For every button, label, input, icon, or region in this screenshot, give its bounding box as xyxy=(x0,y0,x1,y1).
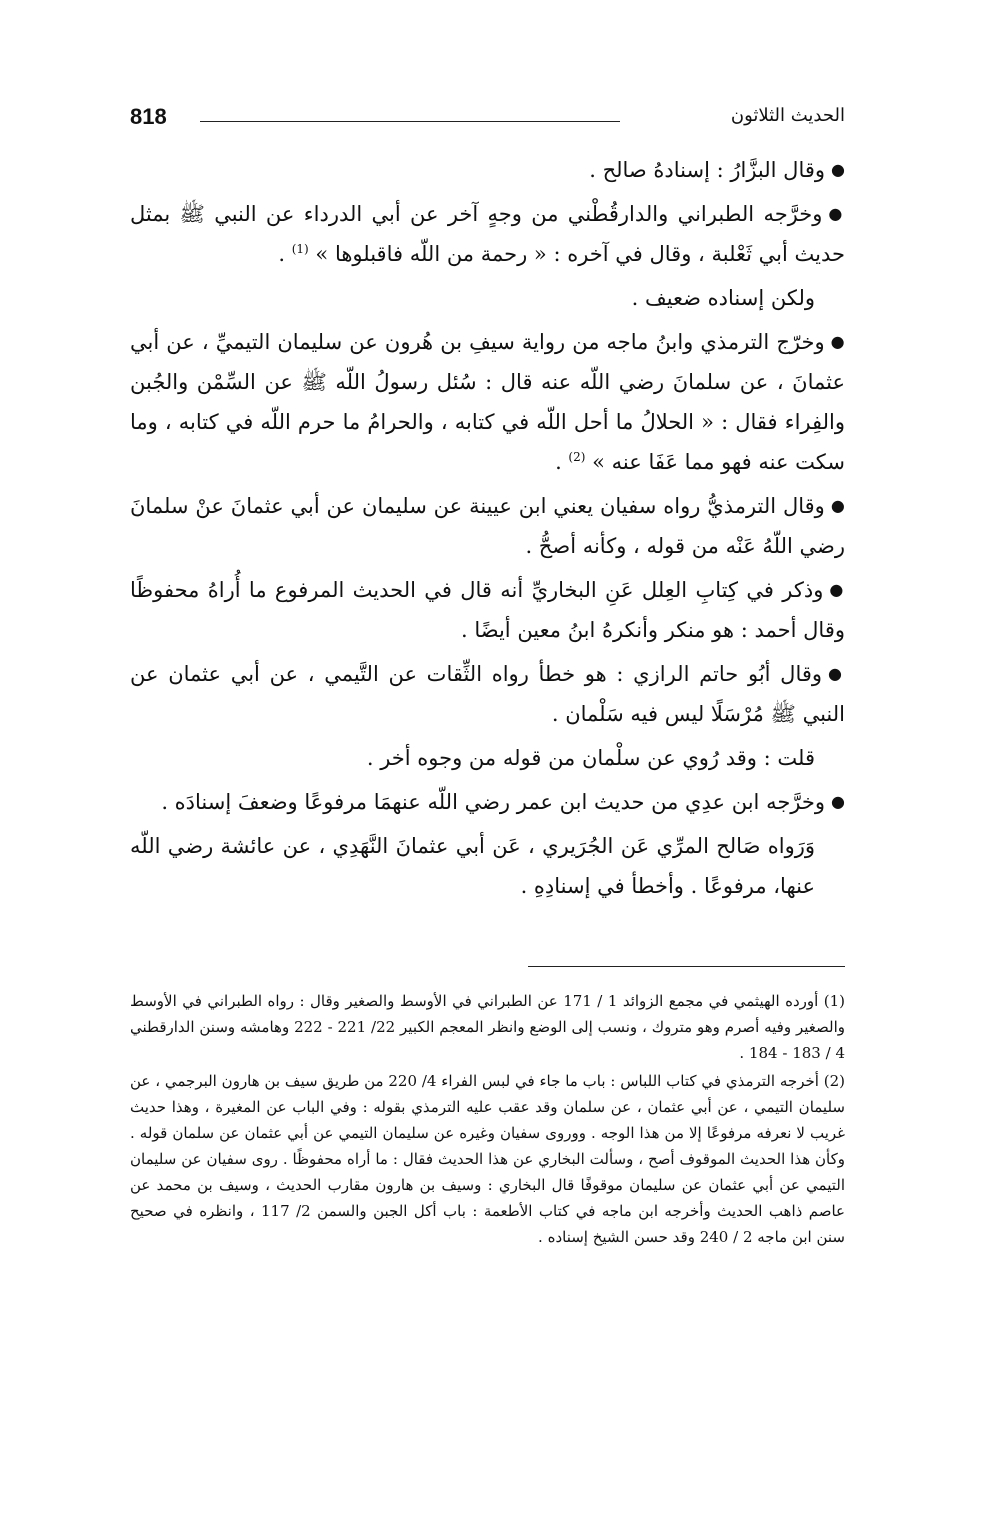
paragraph xyxy=(130,826,845,906)
footnote-separator xyxy=(528,966,845,967)
page-number: 818 xyxy=(130,104,167,129)
paragraph xyxy=(130,654,845,734)
bullet-icon: ● xyxy=(831,160,845,179)
header-rule xyxy=(200,121,620,122)
footnotes xyxy=(130,988,845,1252)
paragraph-text: وخرَّجه الطبراني والدارقُطْني من وجهٍ آخر عن أبي الدرداء عن النبي ﷺ بمثل حديث أبي ثَعْلبة ، وقال في آخره : « رحمة من اللّه فاقبلوها » xyxy=(130,202,845,266)
paragraph-text: ولكن إسناده ضعيف . xyxy=(631,286,815,310)
paragraph xyxy=(130,570,845,650)
bullet-icon: ● xyxy=(830,496,845,515)
paragraph-tail: . xyxy=(278,242,292,266)
paragraph-text: وَرَواه صَالح المرِّي عَن الجُرَيري ، عَن أبي عثمانَ النَّهَدِي ، عن عائشة رضي اللّه عنها، مرفوعًا . وأخطأ في إسنادِهِ . xyxy=(130,834,815,898)
paragraph-text: وقال الترمذيُّ رواه سفيان يعني ابن عيينة عن سليمان عن أبي عثمانَ عنْ سلمانَ رضي اللّهُ عَنْه من قوله ، وكأنه أصحُّ . xyxy=(130,494,845,558)
paragraph-text: وخرَّجه ابن عدِي من حديث ابن عمر رضي اللّه عنهمَا مرفوعًا وضعفَ إسنادَه . xyxy=(161,790,826,814)
bullet-icon: ● xyxy=(831,792,845,811)
footnote-ref: (2) xyxy=(568,450,586,464)
page-header xyxy=(130,104,845,134)
paragraph xyxy=(130,322,845,482)
paragraph-text: وقال أبُو حاتم الرازي : هو خطأ رواه الثِّقات عن التَّيمي ، عن أبي عثمان عن النبي ﷺ مُرْسَلًا ليس فيه سَلْمان . xyxy=(130,662,845,726)
footnote: (2) أخرجه الترمذي في كتاب اللباس : باب ما جاء في لبس الفراء 4/ 220 من طريق سيف بن هارون البرجمي ، عن سليمان التيمي ، عن أبي عثمان ، عن سلمان وقد عقب عليه الترمذي بقوله : وفي الباب عن المغيرة ، وهذا حديث غريب لا نعرفه مرفوعًا إلا من هذا الوجه . ووروى سفيان وغيره عن سليمان التيمي عن أبي عثمان عن سلمان قوله . وكأن هذا الحديث الموقوف أصح ، وسألت البخاري عن هذا الحديث فقال : ما أراه محفوظًا . روى سفيان عن سليمان التيمي عن أبي عثمان عن سليمان موقوفًا قال البخاري : وسيف بن هارون مقارب الحديث ، وسيف بن محمد عن عاصم ذاهب الحديث وأخرجه ابن ماجه في كتاب الأطعمة : باب أكل الجبن والسمن 2/ 117 ، وانظره في صحيح سنن ابن ماجه 2 / 240 وقد حسن الشيخ إسناده . xyxy=(130,1072,845,1246)
paragraph-text: قلت : وقد رُوي عن سلْمان من قوله من وجوه أخر . xyxy=(366,746,815,770)
paragraph-text: وخرّج الترمذي وابنُ ماجه من رواية سيفِ بن هُرون عن سليمان التيميِّ ، عن أبي عثمانَ ، عن سلمانَ رضي اللّه عنه قال : سُئل رسولُ اللّه ﷺ عن السِّمْن والجُبن والفِراء فقال : « الحلالُ ما أحل اللّه في كتابه ، والحرامُ ما حرم اللّه في كتابه ، وما سكت عنه فهو مما عَفَا عنه » xyxy=(130,330,845,474)
paragraph xyxy=(130,782,845,822)
paragraph xyxy=(130,150,845,190)
footnote: (1) أورده الهيثمي في مجمع الزوائد 1 / 171 عن الطبراني في الأوسط والصغير وقال : رواه الطبراني في الأوسط والصغير وفيه أصرم وهو متروك ، ونسب إلى الوضع وانظر المعجم الكبير 22/ 221 - 222 وهامشه وسنن الدارقطني 4 / 183 - 184 . xyxy=(130,992,845,1062)
paragraph xyxy=(130,486,845,566)
paragraph-text: وذكر في كِتابِ العِلل عَنِ البخاريِّ أنه قال في الحديث المرفوع ما أُراهُ محفوظًا وقال أحمد : هو منكر وأنكرهُ ابنُ معين أيضًا . xyxy=(130,578,845,642)
bullet-icon: ● xyxy=(828,664,845,683)
paragraph-text: وقال البزَّارُ : إسنادهُ صالح . xyxy=(589,158,826,182)
running-title: الحديث الثلاثون xyxy=(730,105,845,126)
paragraph xyxy=(130,194,845,274)
bullet-icon: ● xyxy=(829,580,845,599)
main-text xyxy=(130,150,845,910)
paragraph xyxy=(130,738,845,778)
paragraph xyxy=(130,278,845,318)
bullet-icon: ● xyxy=(828,204,846,223)
bullet-icon: ● xyxy=(830,332,845,351)
paragraph-tail: . xyxy=(555,450,569,474)
footnote-ref: (1) xyxy=(291,242,309,256)
